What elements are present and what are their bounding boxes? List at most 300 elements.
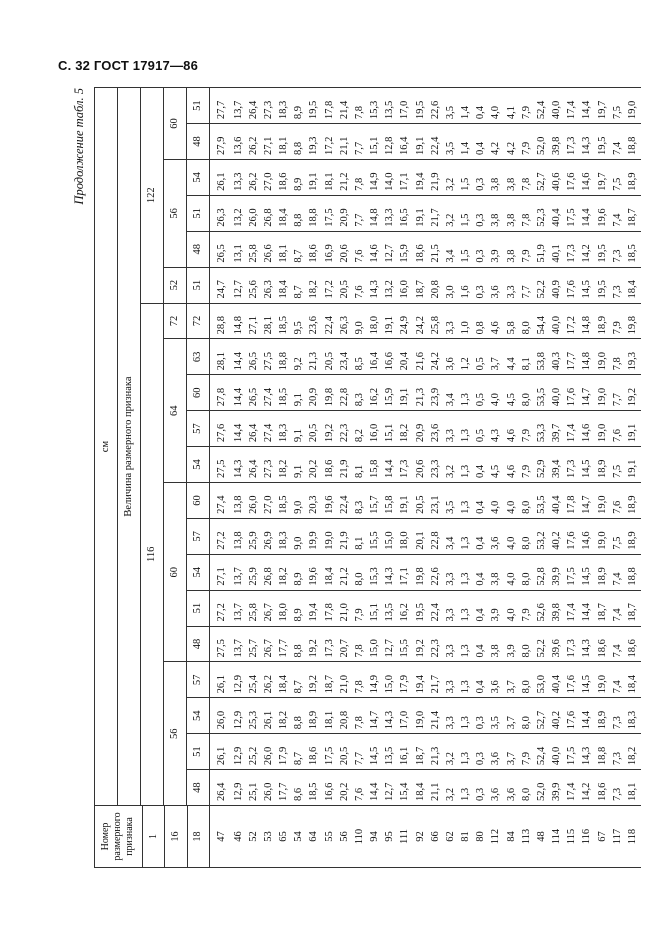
- value-cell: 14,8: [231, 303, 246, 339]
- value-cell: 14,4: [368, 770, 383, 806]
- value-cell: 18,7: [626, 195, 641, 231]
- value-cell: 7,9: [353, 590, 368, 626]
- row-number: 116: [580, 806, 595, 868]
- value-cell: 26,5: [210, 231, 232, 267]
- value-cell: 39,9: [550, 554, 565, 590]
- value-cell: 26,8: [262, 554, 277, 590]
- value-cell: 16,6: [322, 770, 337, 806]
- value-cell: 7,9: [519, 231, 534, 267]
- leaf-57: 57: [187, 411, 210, 447]
- value-cell: 26,1: [262, 698, 277, 734]
- value-cell: 19,0: [595, 411, 610, 447]
- value-cell: 0,4: [474, 518, 489, 554]
- value-cell: 17,7: [565, 339, 580, 375]
- value-cell: 21,4: [337, 88, 352, 124]
- value-cell: 21,3: [428, 734, 443, 770]
- value-cell: 1,5: [459, 159, 474, 195]
- value-cell: 19,0: [595, 518, 610, 554]
- table-row: [210, 88, 232, 868]
- value-cell: 22,4: [322, 303, 337, 339]
- value-cell: 3,3: [444, 626, 459, 662]
- value-cell: 25,3: [246, 698, 261, 734]
- value-cell: 17,4: [565, 88, 580, 124]
- row-number: 46: [231, 806, 246, 868]
- value-cell: 4,4: [504, 339, 519, 375]
- table-row: [444, 88, 459, 868]
- value-cell: 52,0: [535, 770, 550, 806]
- value-cell: 18,5: [307, 770, 322, 806]
- value-cell: 24,2: [428, 339, 443, 375]
- value-cell: 20,5: [307, 411, 322, 447]
- value-cell: 3,4: [444, 375, 459, 411]
- value-cell: 0,5: [474, 375, 489, 411]
- value-cell: 21,3: [413, 375, 428, 411]
- value-cell: 7,4: [610, 626, 625, 662]
- value-cell: 17,2: [565, 303, 580, 339]
- row-number: 55: [322, 806, 337, 868]
- value-cell: 27,5: [210, 626, 232, 662]
- value-cell: 17,3: [565, 124, 580, 160]
- value-cell: 15,3: [368, 88, 383, 124]
- value-cell: 0,4: [474, 482, 489, 518]
- value-cell: 15,1: [383, 411, 398, 447]
- value-cell: 39,6: [550, 626, 565, 662]
- value-cell: 7,8: [353, 698, 368, 734]
- value-cell: 17,6: [565, 662, 580, 698]
- value-cell: 0,4: [474, 590, 489, 626]
- value-cell: 25,8: [246, 231, 261, 267]
- row-number: 53: [262, 806, 277, 868]
- value-cell: 17,7: [277, 626, 292, 662]
- value-cell: 3,3: [444, 662, 459, 698]
- value-cell: 8,0: [519, 662, 534, 698]
- row-number: 114: [550, 806, 565, 868]
- value-cell: 19,1: [398, 375, 413, 411]
- row-number: 111: [398, 806, 413, 868]
- table-row: [489, 88, 504, 868]
- value-cell: 7,4: [610, 662, 625, 698]
- value-cell: 3,6: [444, 339, 459, 375]
- value-cell: 21,1: [428, 770, 443, 806]
- value-cell: 3,2: [444, 195, 459, 231]
- value-cell: 17,6: [565, 267, 580, 303]
- value-cell: 26,5: [246, 339, 261, 375]
- value-cell: 15,8: [368, 447, 383, 483]
- value-cell: 7,8: [353, 159, 368, 195]
- value-cell: 3,5: [444, 124, 459, 160]
- value-cell: 22,8: [428, 518, 443, 554]
- value-cell: 16,0: [398, 267, 413, 303]
- leaf-54: 54: [187, 554, 210, 590]
- value-cell: 4,6: [504, 447, 519, 483]
- continuation-label: Продолжение табл. 5: [72, 88, 86, 205]
- table-row: [413, 88, 428, 868]
- col-header-number: [95, 806, 210, 868]
- value-cell: 18,7: [413, 734, 428, 770]
- value-cell: 15,9: [398, 231, 413, 267]
- value-cell: 26,5: [246, 375, 261, 411]
- value-cell: 14,4: [231, 375, 246, 411]
- value-cell: 19,4: [413, 159, 428, 195]
- value-cell: 14,3: [580, 626, 595, 662]
- value-cell: 22,6: [428, 88, 443, 124]
- value-cell: 19,2: [626, 375, 641, 411]
- value-cell: 18,1: [626, 770, 641, 806]
- value-cell: 0,4: [474, 626, 489, 662]
- value-cell: 13,3: [383, 195, 398, 231]
- value-cell: 40,2: [550, 518, 565, 554]
- value-cell: 53,5: [535, 375, 550, 411]
- value-cell: 18,6: [307, 734, 322, 770]
- value-cell: 9,2: [292, 339, 307, 375]
- value-cell: 23,6: [307, 303, 322, 339]
- value-cell: 3,3: [444, 590, 459, 626]
- value-cell: 3,8: [504, 231, 519, 267]
- value-cell: 27,5: [210, 447, 232, 483]
- value-cell: 7,4: [610, 195, 625, 231]
- value-cell: 15,1: [368, 590, 383, 626]
- value-cell: 3,8: [489, 195, 504, 231]
- value-cell: 19,5: [413, 590, 428, 626]
- value-cell: 26,4: [210, 770, 232, 806]
- value-cell: 1,3: [459, 698, 474, 734]
- row-number: 52: [246, 806, 261, 868]
- value-cell: 14,4: [580, 698, 595, 734]
- value-cell: 22,4: [337, 482, 352, 518]
- value-cell: 18,4: [322, 554, 337, 590]
- value-cell: 19,1: [413, 124, 428, 160]
- value-cell: 7,9: [519, 734, 534, 770]
- value-cell: 17,5: [322, 195, 337, 231]
- value-cell: 18,3: [626, 698, 641, 734]
- value-cell: 25,9: [246, 518, 261, 554]
- value-cell: 14,5: [580, 447, 595, 483]
- value-cell: 54,4: [535, 303, 550, 339]
- value-cell: 14,4: [580, 88, 595, 124]
- value-cell: 20,6: [413, 447, 428, 483]
- value-cell: 3,2: [444, 734, 459, 770]
- value-cell: 1,3: [459, 662, 474, 698]
- value-cell: 18,1: [277, 231, 292, 267]
- value-cell: 21,4: [428, 698, 443, 734]
- value-cell: 15,4: [398, 770, 413, 806]
- value-cell: 13,2: [231, 195, 246, 231]
- value-cell: 8,0: [519, 698, 534, 734]
- row-number: 67: [595, 806, 610, 868]
- leaf-51: 51: [187, 195, 210, 231]
- row-number: 56: [337, 806, 352, 868]
- value-cell: 17,6: [565, 375, 580, 411]
- value-cell: 26,3: [337, 303, 352, 339]
- value-cell: 9,0: [292, 518, 307, 554]
- value-cell: 4,2: [504, 124, 519, 160]
- value-cell: 27,4: [262, 411, 277, 447]
- value-cell: 14,6: [580, 159, 595, 195]
- value-cell: 18,9: [626, 518, 641, 554]
- value-cell: 3,6: [489, 662, 504, 698]
- leaf-48: 48: [187, 124, 210, 160]
- value-cell: 3,8: [489, 554, 504, 590]
- value-cell: 3,9: [489, 231, 504, 267]
- value-cell: 3,8: [489, 626, 504, 662]
- value-cell: 14,7: [580, 375, 595, 411]
- row-number: 115: [565, 806, 580, 868]
- value-cell: 22,4: [428, 590, 443, 626]
- table-row: [519, 88, 534, 868]
- value-cell: 19,0: [595, 339, 610, 375]
- value-cell: 18,2: [277, 447, 292, 483]
- value-cell: 18,8: [595, 734, 610, 770]
- row-number: 65: [277, 806, 292, 868]
- value-cell: 19,0: [626, 88, 641, 124]
- value-cell: 5,8: [504, 303, 519, 339]
- value-cell: 4,2: [489, 124, 504, 160]
- value-cell: 19,1: [626, 411, 641, 447]
- value-cell: 15,8: [383, 482, 398, 518]
- value-cell: 53,3: [535, 411, 550, 447]
- value-cell: 20,2: [337, 770, 352, 806]
- value-cell: 1,3: [459, 734, 474, 770]
- value-cell: 18,6: [307, 231, 322, 267]
- value-cell: 14,9: [368, 159, 383, 195]
- value-cell: 18,9: [595, 447, 610, 483]
- value-cell: 39,8: [550, 124, 565, 160]
- value-cell: 1,5: [459, 231, 474, 267]
- value-cell: 18,0: [277, 590, 292, 626]
- table-row: [474, 88, 489, 868]
- value-cell: 3,7: [504, 734, 519, 770]
- value-cell: 13,2: [383, 267, 398, 303]
- value-cell: 28,1: [262, 303, 277, 339]
- value-cell: 7,3: [610, 267, 625, 303]
- value-cell: 17,4: [565, 411, 580, 447]
- value-cell: 19,3: [626, 339, 641, 375]
- value-cell: 18,4: [277, 195, 292, 231]
- value-cell: 17,3: [565, 626, 580, 662]
- value-cell: 28,8: [210, 303, 232, 339]
- value-cell: 15,7: [368, 482, 383, 518]
- value-cell: 39,4: [550, 447, 565, 483]
- value-cell: 7,5: [610, 447, 625, 483]
- value-cell: 17,3: [398, 447, 413, 483]
- table-row: [398, 88, 413, 868]
- value-cell: 14,8: [368, 195, 383, 231]
- value-cell: 18,4: [277, 267, 292, 303]
- value-cell: 3,6: [489, 518, 504, 554]
- table-row: [595, 88, 610, 868]
- value-cell: 17,9: [398, 662, 413, 698]
- value-cell: 27,1: [210, 554, 232, 590]
- value-cell: 7,8: [519, 195, 534, 231]
- value-cell: 7,7: [353, 734, 368, 770]
- value-cell: 26,0: [246, 482, 261, 518]
- value-cell: 0,3: [474, 267, 489, 303]
- table-row: [565, 88, 580, 868]
- value-cell: 8,0: [519, 303, 534, 339]
- value-cell: 14,3: [383, 698, 398, 734]
- value-cell: 3,5: [444, 482, 459, 518]
- value-cell: 8,0: [519, 554, 534, 590]
- value-cell: 25,8: [428, 303, 443, 339]
- value-cell: 9,1: [292, 447, 307, 483]
- value-cell: 19,2: [307, 662, 322, 698]
- value-cell: 8,0: [519, 518, 534, 554]
- value-cell: 14,5: [580, 267, 595, 303]
- value-cell: 8,3: [353, 482, 368, 518]
- value-cell: 18,3: [277, 518, 292, 554]
- value-cell: 20,2: [307, 447, 322, 483]
- value-cell: 3,2: [444, 159, 459, 195]
- group-122: 122: [141, 88, 164, 303]
- value-cell: 52,4: [535, 88, 550, 124]
- value-cell: 19,3: [307, 124, 322, 160]
- row-number: 92: [413, 806, 428, 868]
- value-cell: 23,9: [428, 375, 443, 411]
- value-cell: 0,3: [474, 698, 489, 734]
- row-number: 84: [504, 806, 519, 868]
- value-cell: 18,9: [595, 698, 610, 734]
- value-cell: 17,2: [322, 267, 337, 303]
- value-cell: 14,6: [580, 518, 595, 554]
- value-cell: 18,9: [595, 554, 610, 590]
- value-cell: 3,6: [489, 734, 504, 770]
- value-cell: 14,3: [368, 267, 383, 303]
- value-cell: 23,3: [428, 447, 443, 483]
- value-cell: 8,1: [353, 447, 368, 483]
- value-cell: 15,0: [368, 626, 383, 662]
- row-number: 62: [444, 806, 459, 868]
- value-cell: 7,4: [610, 590, 625, 626]
- value-cell: 0,8: [474, 303, 489, 339]
- value-cell: 26,4: [246, 447, 261, 483]
- row-number: 47: [210, 806, 232, 868]
- value-cell: 7,5: [610, 518, 625, 554]
- value-cell: 15,9: [383, 375, 398, 411]
- value-cell: 4,0: [489, 88, 504, 124]
- value-cell: 21,3: [307, 339, 322, 375]
- value-cell: 20,8: [337, 698, 352, 734]
- table-row: [292, 88, 307, 868]
- table-row: [459, 88, 474, 868]
- value-cell: 17,6: [565, 698, 580, 734]
- value-cell: 20,9: [337, 195, 352, 231]
- value-cell: 24,2: [413, 303, 428, 339]
- value-cell: 26,0: [210, 698, 232, 734]
- value-cell: 1,3: [459, 770, 474, 806]
- row-index-label: 18: [192, 831, 204, 842]
- value-cell: 3,7: [489, 339, 504, 375]
- value-cell: 53,8: [535, 339, 550, 375]
- value-cell: 14,4: [383, 447, 398, 483]
- value-cell: 7,3: [610, 770, 625, 806]
- value-cell: 19,8: [626, 303, 641, 339]
- value-cell: 27,5: [262, 339, 277, 375]
- value-cell: 19,0: [595, 662, 610, 698]
- value-cell: 21,2: [337, 159, 352, 195]
- value-cell: 20,4: [398, 339, 413, 375]
- value-cell: 22,6: [428, 554, 443, 590]
- value-cell: 7,5: [610, 159, 625, 195]
- value-cell: 25,4: [246, 662, 261, 698]
- value-cell: 8,8: [292, 124, 307, 160]
- value-cell: 19,9: [307, 518, 322, 554]
- leaf-54: 54: [187, 698, 210, 734]
- value-cell: 8,9: [292, 554, 307, 590]
- value-cell: 18,6: [322, 447, 337, 483]
- value-cell: 17,5: [565, 195, 580, 231]
- value-cell: 12,7: [383, 770, 398, 806]
- value-cell: 17,5: [565, 734, 580, 770]
- value-cell: 40,0: [550, 88, 565, 124]
- value-cell: 19,0: [322, 518, 337, 554]
- value-cell: 52,2: [535, 267, 550, 303]
- value-cell: 7,9: [519, 590, 534, 626]
- value-cell: 13,7: [231, 88, 246, 124]
- row-number: 66: [428, 806, 443, 868]
- value-cell: 40,1: [550, 231, 565, 267]
- value-cell: 15,3: [368, 554, 383, 590]
- value-cell: 26,7: [262, 626, 277, 662]
- value-cell: 53,2: [535, 518, 550, 554]
- value-cell: 1,3: [459, 482, 474, 518]
- table-row: [550, 88, 565, 868]
- value-cell: 3,9: [504, 626, 519, 662]
- value-cell: 14,3: [580, 734, 595, 770]
- value-cell: 8,0: [519, 770, 534, 806]
- value-cell: 18,5: [277, 375, 292, 411]
- value-cell: 4,3: [489, 411, 504, 447]
- value-cell: 39,7: [550, 411, 565, 447]
- value-cell: 16,0: [368, 411, 383, 447]
- value-cell: 17,3: [322, 626, 337, 662]
- value-cell: 0,3: [474, 159, 489, 195]
- leaf-60: 60: [187, 375, 210, 411]
- value-cell: 19,2: [322, 411, 337, 447]
- value-cell: 20,9: [413, 411, 428, 447]
- value-cell: 14,6: [580, 411, 595, 447]
- value-cell: 16,5: [398, 195, 413, 231]
- sub-72: 72: [164, 303, 187, 339]
- value-cell: 7,9: [519, 124, 534, 160]
- value-cell: 8,1: [353, 518, 368, 554]
- value-cell: 3,8: [489, 159, 504, 195]
- value-cell: 17,9: [277, 734, 292, 770]
- row-index-label: 16: [165, 806, 187, 867]
- value-cell: 12,8: [383, 124, 398, 160]
- value-cell: 20,7: [337, 626, 352, 662]
- value-cell: 12,9: [231, 770, 246, 806]
- value-cell: 27,1: [262, 124, 277, 160]
- sub-56b: 56: [164, 159, 187, 267]
- value-cell: 3,3: [444, 698, 459, 734]
- value-cell: 14,7: [580, 482, 595, 518]
- value-cell: 19,5: [413, 88, 428, 124]
- value-cell: 26,7: [262, 590, 277, 626]
- value-cell: 19,2: [413, 626, 428, 662]
- value-cell: 14,0: [383, 159, 398, 195]
- value-cell: 14,3: [383, 554, 398, 590]
- value-cell: 20,1: [413, 518, 428, 554]
- value-cell: 40,6: [550, 159, 565, 195]
- value-cell: 7,3: [610, 698, 625, 734]
- value-cell: 17,0: [398, 88, 413, 124]
- value-cell: 17,0: [398, 698, 413, 734]
- value-cell: 20,5: [322, 339, 337, 375]
- table-body: [210, 88, 642, 868]
- value-cell: 40,9: [550, 267, 565, 303]
- value-cell: 18,6: [413, 231, 428, 267]
- value-cell: 13,7: [231, 626, 246, 662]
